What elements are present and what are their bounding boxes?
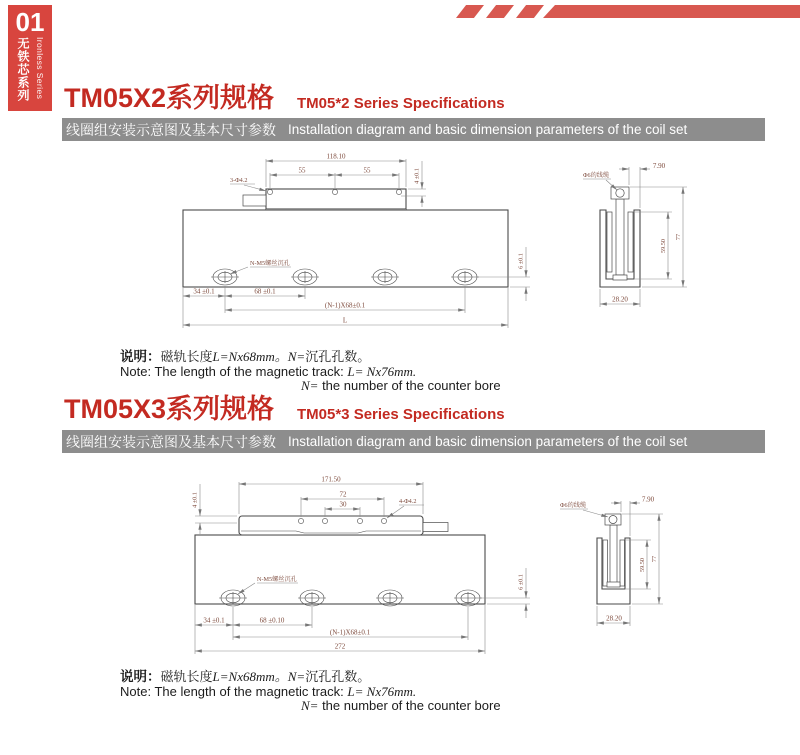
dimension-edge-distance [183, 286, 305, 313]
svg-text:68 ±0.10: 68 ±0.10 [259, 616, 285, 625]
magnet-bar [628, 212, 633, 272]
svg-text:118.10: 118.10 [326, 152, 346, 161]
svg-text:171.50: 171.50 [321, 475, 341, 484]
svg-text:6 ±0.1: 6 ±0.1 [517, 253, 525, 269]
tm05x3-installation-drawing [178, 461, 743, 666]
magnet-bar [620, 540, 625, 586]
svg-text:4 ±0.1: 4 ±0.1 [413, 168, 421, 184]
banner-en: Installation diagram and basic dimension parameters of the coil set [288, 434, 688, 449]
svg-text:272: 272 [334, 642, 346, 651]
dimension-cable-offset [619, 162, 666, 208]
dimension-total-top [239, 476, 423, 515]
banner-zh: 线圈组安装示意图及基本尺寸参数 [66, 121, 276, 138]
dimension-width [600, 289, 640, 307]
section1-banner [62, 118, 765, 141]
magnet-bar [607, 212, 612, 272]
svg-text:55: 55 [298, 166, 306, 175]
cable-connector [423, 523, 448, 532]
side-view [560, 496, 663, 627]
header-bar [543, 5, 800, 18]
note-label: 说明： [120, 349, 161, 364]
svg-text:34 ±0.1: 34 ±0.1 [203, 616, 225, 625]
svg-text:59.50: 59.50 [660, 239, 667, 253]
magnet-bar [603, 540, 608, 586]
dimension-hole-pitch [225, 288, 305, 297]
svg-text:N-M5螺丝沉孔: N-M5螺丝沉孔 [250, 260, 290, 267]
banner-en: Installation diagram and basic dimension parameters of the coil set [288, 122, 688, 137]
svg-text:(N-1)X68±0.1: (N-1)X68±0.1 [324, 301, 366, 310]
blade-foot [607, 582, 620, 587]
svg-text:77: 77 [651, 555, 658, 563]
dimension-plate-offset [192, 484, 238, 534]
section1-title-en: TM05*2 Series Specifications [297, 95, 505, 112]
svg-text:77: 77 [675, 233, 682, 241]
svg-text:7.90: 7.90 [641, 495, 655, 504]
dimension-hole-pitch [233, 617, 312, 626]
svg-text:L: L [342, 316, 348, 325]
svg-text:4 ±0.1: 4 ±0.1 [191, 492, 199, 508]
section2-note-en: Note: The length of the magnetic track: L= Nx76mm. [120, 684, 417, 699]
dimension-edge-distance [195, 605, 312, 640]
coil-blade [610, 525, 617, 584]
section2-note-zh: 说明：磁轨长度L=Nx68mm。N=沉孔孔数。 [120, 669, 371, 684]
coil-plate [239, 516, 423, 535]
dimension-hole-pitch-top [301, 491, 384, 518]
header-stripes [456, 5, 544, 18]
front-view [192, 476, 531, 655]
hole-callout [387, 498, 424, 518]
coil-blade [616, 199, 624, 275]
svg-text:68 ±0.1: 68 ±0.1 [254, 287, 276, 296]
chapter-tab [8, 5, 52, 111]
svg-text:59.50: 59.50 [639, 558, 646, 572]
svg-text:28.20: 28.20 [612, 295, 628, 304]
svg-text:28.20: 28.20 [606, 614, 622, 623]
banner-zh: 线圈组安装示意图及基本尺寸参数 [66, 433, 276, 450]
section1-note-zh: 说明：磁轨长度L=Nx68mm。N=沉孔孔数。 [120, 349, 371, 364]
stripe-icon [456, 5, 484, 18]
cable-hole [616, 189, 624, 197]
svg-text:7.90: 7.90 [652, 162, 666, 170]
cable-callout [560, 501, 608, 517]
dimension-width [597, 606, 630, 626]
cable-connector [243, 195, 266, 206]
hole-callout [230, 177, 266, 191]
section1-note-en2: N= the number of the counter bore [301, 378, 501, 393]
section1-title-zh: TM05X2系列规格 [64, 83, 275, 113]
stripe-icon [516, 5, 544, 18]
side-view [583, 162, 687, 307]
svg-text:(N-1)X68±0.1: (N-1)X68±0.1 [329, 628, 371, 637]
svg-text:6 ±0.1: 6 ±0.1 [517, 574, 525, 590]
chapter-number: 01 [15, 7, 45, 37]
dimension-counterbore-depth [481, 568, 530, 618]
section2-title-en: TM05*3 Series Specifications [297, 406, 505, 423]
section2-title-zh: TM05X3系列规格 [64, 394, 275, 424]
svg-text:N-M5螺丝沉孔: N-M5螺丝沉孔 [257, 576, 297, 583]
svg-text:Φ6的线缆: Φ6的线缆 [560, 502, 587, 509]
stripe-icon [486, 5, 514, 18]
svg-text:Φ6的线缆: Φ6的线缆 [583, 172, 610, 179]
section1-note-en: Note: The length of the magnetic track: L= Nx76mm. [120, 364, 417, 379]
series-name-en: Ironless Series [35, 37, 45, 100]
svg-text:34 ±0.1: 34 ±0.1 [193, 287, 215, 296]
note-label: 说明： [120, 669, 161, 684]
svg-text:30: 30 [339, 500, 347, 509]
front-view [183, 153, 530, 329]
chapter-series-labels [8, 37, 52, 107]
cable-hole [609, 516, 617, 524]
blade-foot [613, 275, 627, 280]
dimension-total-top [266, 153, 406, 188]
svg-text:55: 55 [363, 166, 371, 175]
coil-plate [266, 189, 406, 209]
svg-text:4-Φ4.2: 4-Φ4.2 [399, 498, 417, 505]
section2-banner [62, 430, 765, 453]
svg-text:3-Φ4.2: 3-Φ4.2 [230, 177, 248, 184]
series-name-zh: 无铁芯系列 [16, 37, 30, 102]
tm05x2-installation-drawing [178, 149, 743, 349]
svg-text:72: 72 [339, 490, 347, 499]
dimension-hole-pitch-top [270, 167, 399, 189]
section2-note-en2: N= the number of the counter bore [301, 698, 501, 713]
